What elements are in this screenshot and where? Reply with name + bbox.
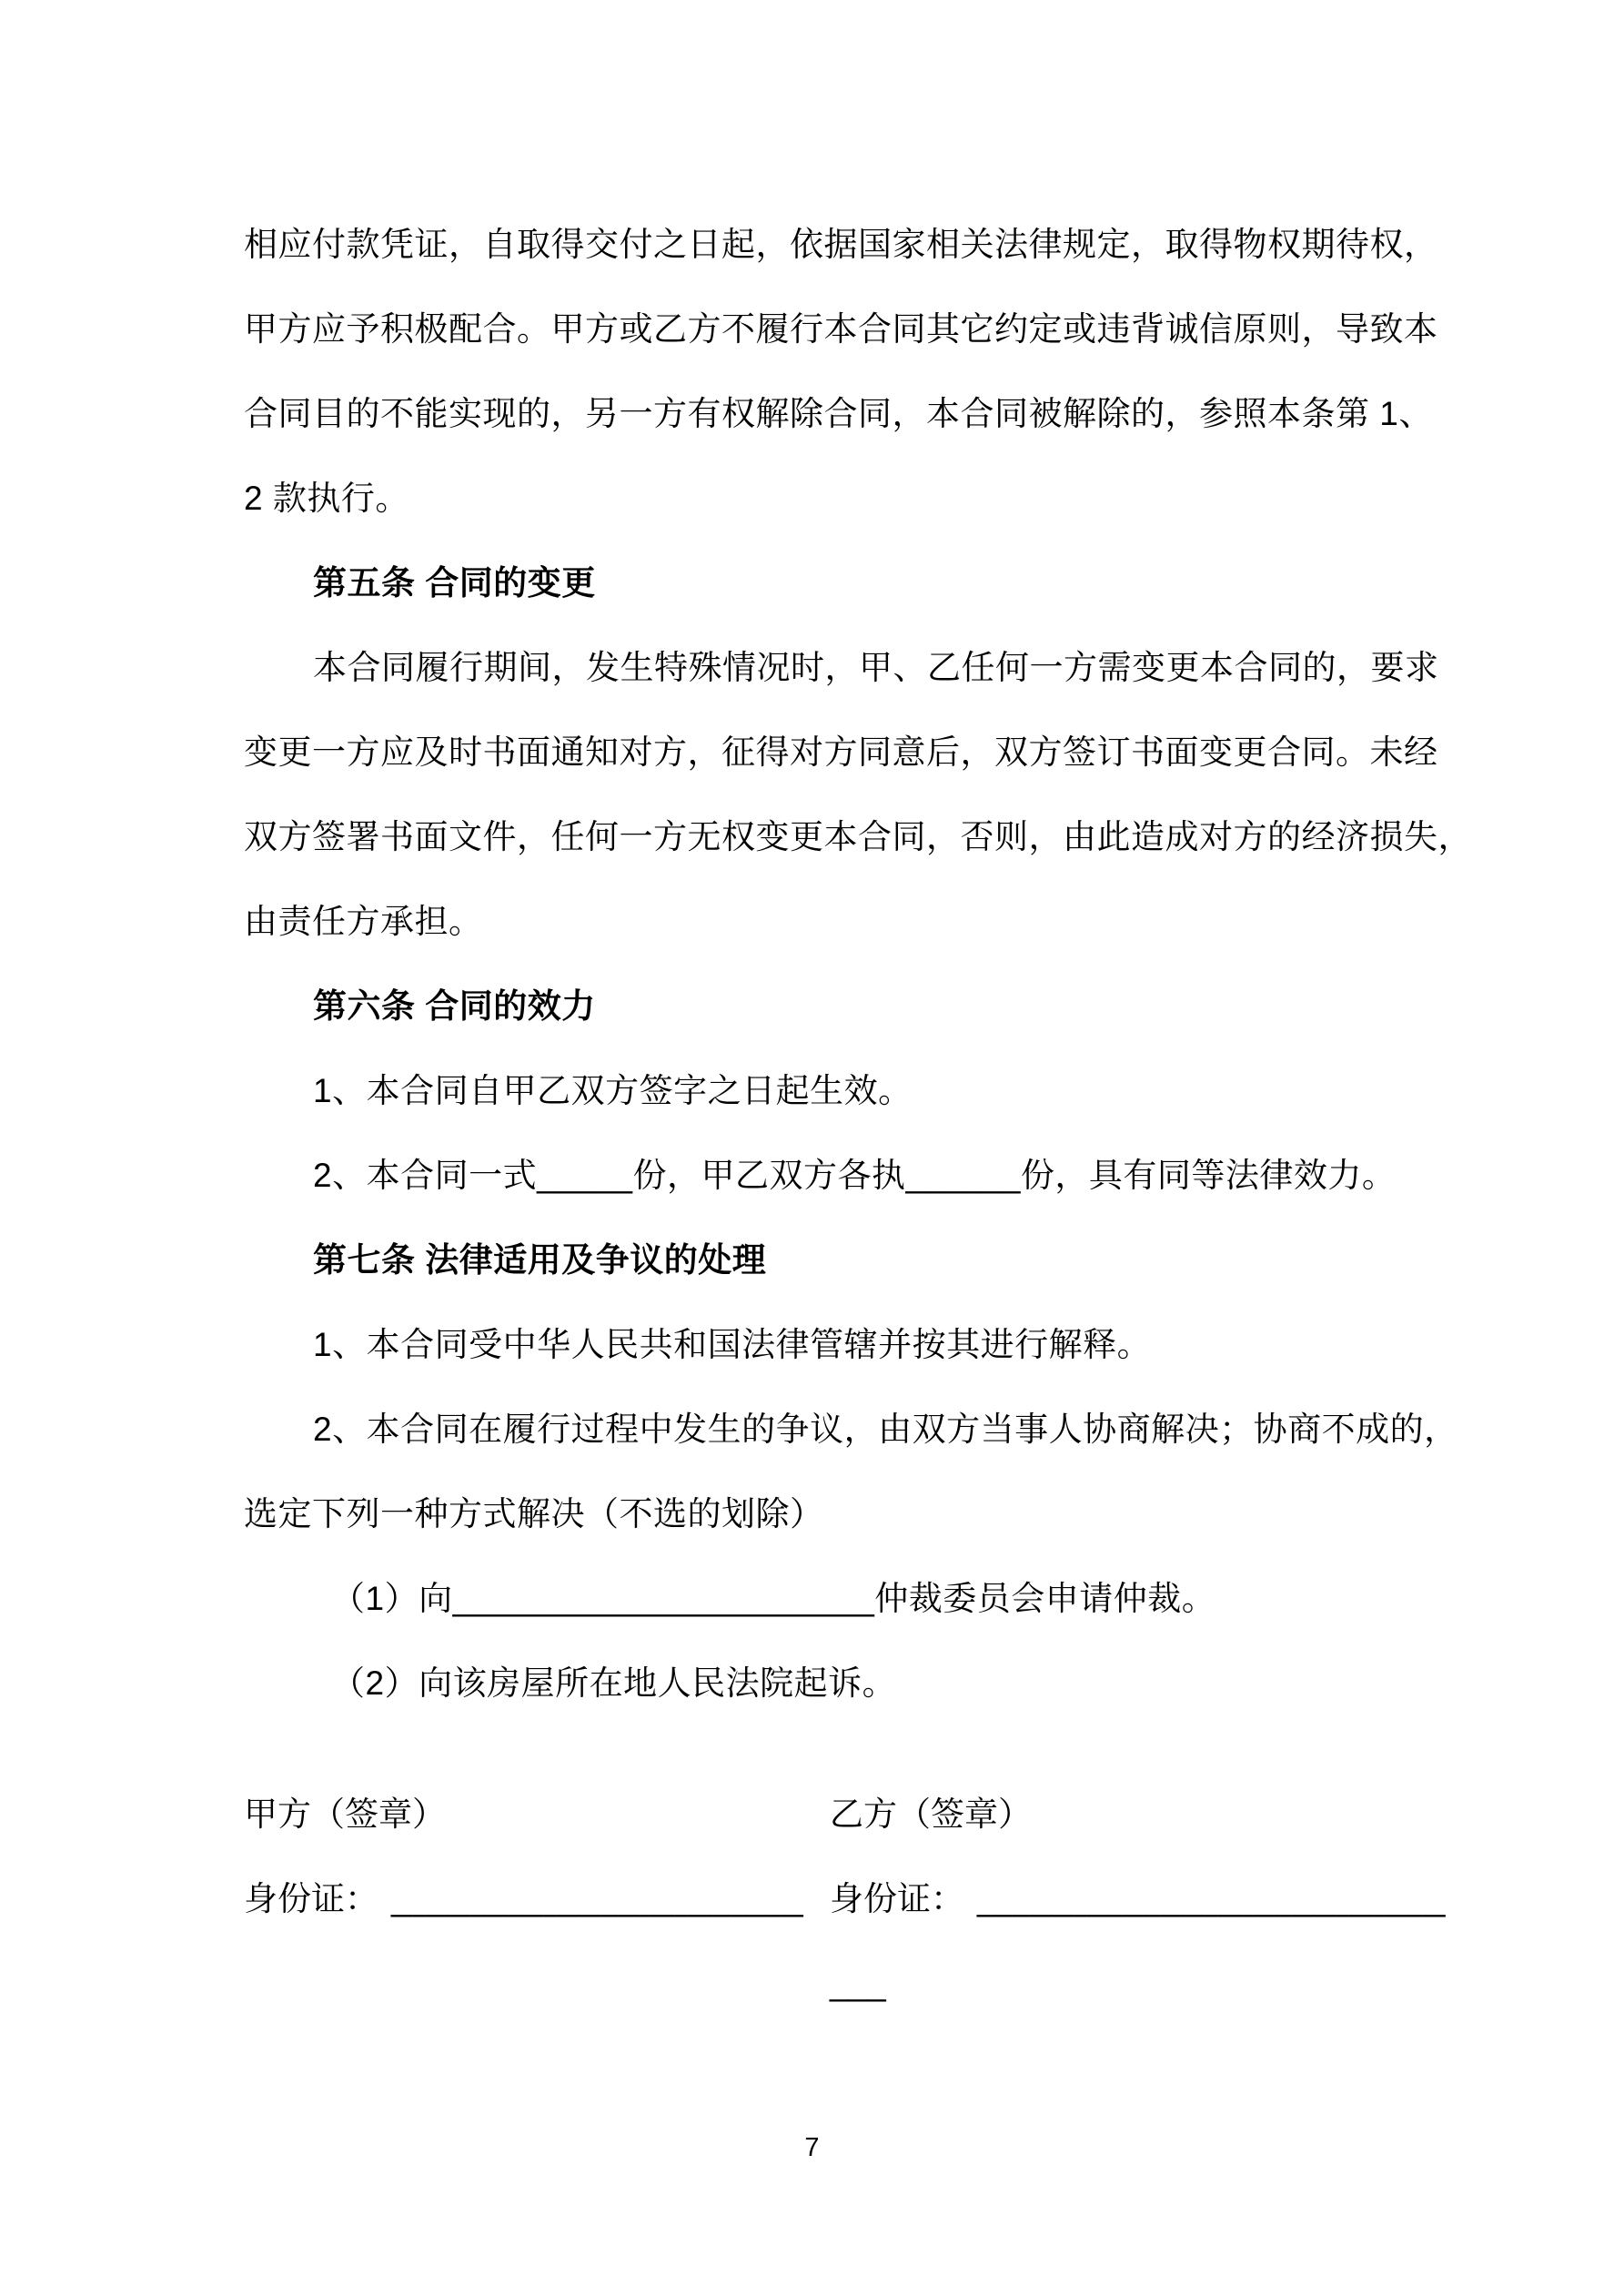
contract-line: 合同目的不能实现的，另一方有权解除合同，本合同被解除的，参照本条第 1、 [244, 395, 1433, 432]
party-b-id-blank: _________________________ [977, 1880, 1446, 1917]
contract-line: 双方签署书面文件，任何一方无权变更本合同，否则，由此造成对方的经济损失， [244, 818, 1472, 855]
clause-5-heading: 第五条 合同的变更 [313, 564, 596, 602]
page-footer [0, 2120, 1624, 2175]
signature-row-parties [244, 1772, 1392, 1856]
contract-line: 选定下列一种方式解决（不选的划除） [244, 1495, 824, 1532]
contract-line: 2、本合同在履行过程中发生的争议，由双方当事人协商解决；协商不成的， [313, 1411, 1458, 1448]
party-b-signature-label: 乙方（签章） [830, 1795, 1032, 1833]
contract-line: 本合同履行期间，发生特殊情况时，甲、乙任何一方需变更本合同的，要求 [313, 649, 1439, 686]
contract-line: 相应付款凭证，自取得交付之日起，依据国家相关法律规定，取得物权期待权， [244, 226, 1438, 263]
contract-line: 1、本合同受中华人民共和国法律管辖并按其进行解释。 [313, 1326, 1152, 1363]
party-b-id-blank-continuation: ___ [830, 1965, 886, 2002]
arbitration-option-line: （1）向______________________仲裁委员会申请仲裁。 [331, 1580, 1216, 1617]
clause-7-heading: 第七条 法律适用及争议的处理 [313, 1241, 767, 1279]
signature-row-id-continuation [244, 1941, 1392, 2026]
clause-6-heading: 第六条 合同的效力 [313, 987, 596, 1025]
signature-block-spacer [244, 1725, 1392, 1772]
contract-line: 2 款执行。 [244, 480, 409, 517]
contract-body [244, 202, 1472, 2026]
empty-cell [244, 1941, 830, 2026]
party-a-id-field [244, 1856, 830, 1941]
party-b-id-field [830, 1856, 1445, 1941]
contract-line-with-blank: 2、本合同一式_____份，甲乙双方各执______份，具有同等法律效力。 [313, 1157, 1397, 1194]
party-a-id-blank: ______________________ [391, 1880, 803, 1917]
signature-row-ids [244, 1856, 1446, 1941]
party-a-id-label: 身份证： [244, 1880, 378, 1917]
contract-line: 由责任方承担。 [244, 903, 483, 940]
contract-line: 变更一方应及时书面通知对方，征得对方同意后，双方签订书面变更合同。未经 [244, 733, 1438, 771]
page-number: 7 [804, 2133, 820, 2162]
contract-line: 甲方应予积极配合。甲方或乙方不履行本合同其它约定或违背诚信原则，导致本 [244, 310, 1438, 348]
party-a-signature-label: 甲方（签章） [244, 1795, 446, 1833]
court-option-line: （2）向该房屋所在地人民法院起诉。 [331, 1664, 897, 1702]
contract-line: 1、本合同自甲乙双方签字之日起生效。 [313, 1072, 913, 1109]
party-b-id-label: 身份证： [830, 1880, 964, 1917]
